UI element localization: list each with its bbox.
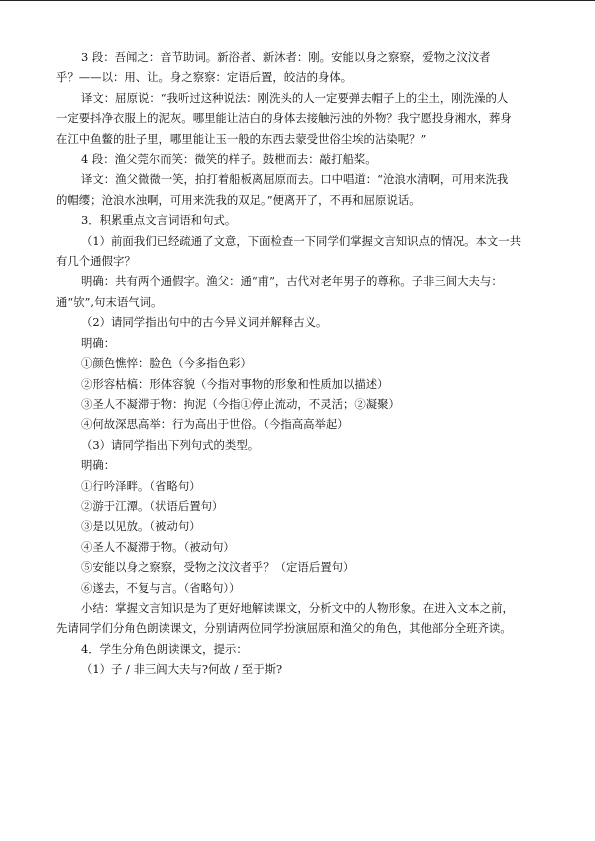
para-line: 明确： xyxy=(81,335,116,350)
para-line: 的帽缨；沧浪水浊啊，可用来洗我的双足。”便离开了，不再和屈原说话。 xyxy=(56,192,421,207)
para-line: 先请同学们分角色朗读课文，分别请两位同学扮演屈原和渔父的角色，其他部分全班齐读。 xyxy=(56,621,512,636)
para-line: 明确： xyxy=(81,458,116,473)
para-line: 小结：掌握文言知识是为了更好地解读课文，分析文中的人物形象。在进入文本之前， xyxy=(81,600,514,615)
list-item: ⑤安能以身之察察，受物之汶汶者乎？（定语后置句） xyxy=(81,560,355,575)
para-line: 明确：共有两个通假字。渔父：通“甫”，古代对老年男子的尊称。子非三闾大夫与： xyxy=(81,274,503,289)
page-top-border xyxy=(0,0,595,1)
list-item: ②形容枯槁：形体容貌（今指对事物的形象和性质加以描述） xyxy=(81,376,389,391)
para-line: 一定要抖净衣服上的泥灰。哪里能让洁白的身体去接触污浊的外物？我宁愿投身湘水，葬身 xyxy=(56,111,512,126)
list-item: ①行吟泽畔。（省略句） xyxy=(81,478,201,493)
para-line: 在江中鱼鳖的肚子里，哪里能让玉一般的东西去蒙受世俗尘埃的沾染呢？” xyxy=(56,131,427,146)
list-item: ②游于江潭。（状语后置句） xyxy=(81,498,224,513)
para-line: （1）子 / 非三闾大夫与?何故 / 至于斯? xyxy=(81,662,283,677)
list-item: ①颜色憔悴：脸色（今多指色彩） xyxy=(81,356,252,371)
para-line: 乎？——以：用、让。身之察察：定语后置，皎洁的身体。 xyxy=(56,70,353,85)
list-item: ④圣人不凝滞于物。（被动句） xyxy=(81,539,235,554)
para-line: 译文：渔父微微一笑，拍打着船板离屈原而去。口中唱道：“沧浪水清啊，可用来洗我 xyxy=(81,172,509,187)
para-line: 4 段：渔父莞尔而笑：微笑的样子。鼓枻而去：敲打船桨。 xyxy=(81,152,377,167)
section-heading: 3．积累重点文言词语和句式。 xyxy=(81,213,237,228)
para-line: （1）前面我们已经疏通了文意，下面检查一下同学们掌握文言知识点的情况。本文一共 xyxy=(81,233,522,248)
section-heading: 4．学生分角色朗读课文，提示： xyxy=(81,641,248,656)
document-body xyxy=(56,47,544,680)
para-line: 译文：屈原说：“我听过这种说法：刚洗头的人一定要弹去帽子上的尘土，刚洗澡的人 xyxy=(81,90,509,105)
para-line: 有几个通假字？ xyxy=(56,254,136,269)
para-line: （3）请同学指出下列句式的类型。 xyxy=(81,437,260,452)
para-line: 3 段：吾闻之：音节助词。新浴者、新沐者：刚。安能以身之察察，爱物之汶汶者 xyxy=(81,50,491,64)
list-item: ④何故深思高举：行为高出于世俗。（今指高高举起） xyxy=(81,417,349,432)
list-item: ③是以见放。（被动句） xyxy=(81,519,201,534)
para-line: 通“欤”,句末语气词。 xyxy=(56,294,163,309)
list-item: ⑥遂去，不复与言。（省略句）） xyxy=(81,580,241,595)
list-item: ③圣人不凝滞于物：拘泥（今指①停止流动，不灵活；②凝聚） xyxy=(81,396,400,411)
para-line: （2）请同学指出句中的古今异义词并解释古义。 xyxy=(81,315,328,330)
